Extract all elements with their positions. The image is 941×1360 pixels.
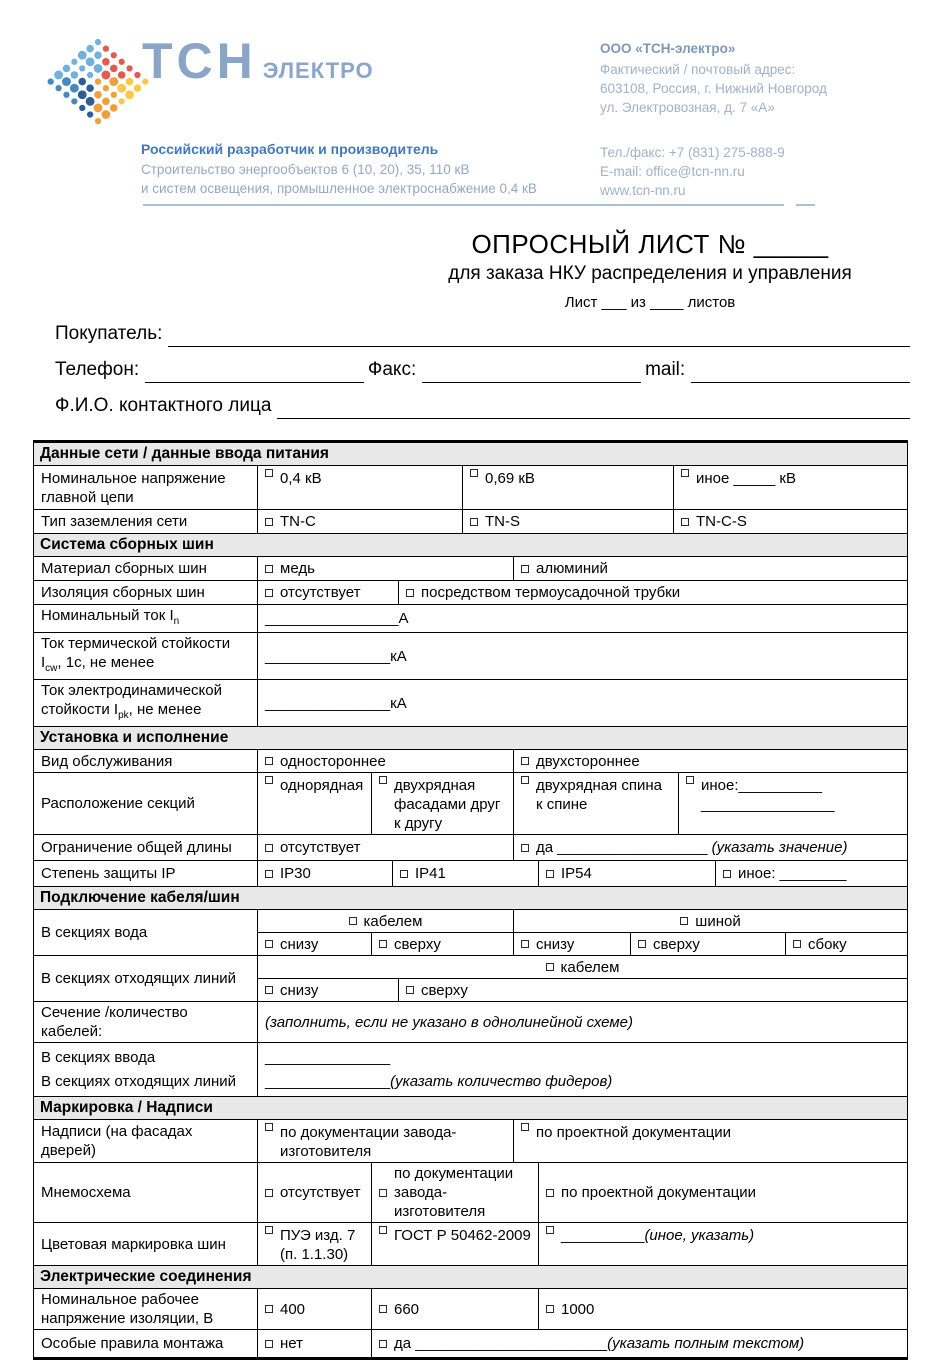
fill-in-value: ________________А — [265, 610, 409, 627]
checkbox-icon[interactable] — [265, 986, 273, 994]
checkbox-icon[interactable] — [265, 1123, 273, 1131]
row-label-cell: Ток электродинамической стойкости $I_{pk}$, не менее — [34, 680, 258, 726]
tagline-line: Строительство энергообъектов 6 (10, 20), 35, 110 кВ — [141, 162, 470, 177]
row-label: Ограничение общей длины — [41, 839, 232, 856]
fill-in-value: _______________ — [265, 1049, 391, 1066]
option-cell — [539, 1163, 907, 1222]
header-divider — [143, 204, 784, 206]
checkbox-icon[interactable] — [521, 565, 529, 573]
option-cell — [674, 466, 907, 509]
row-label: Цветовая маркировка шин — [41, 1235, 226, 1253]
option-cell — [372, 1223, 539, 1265]
checkbox-icon[interactable] — [265, 565, 273, 573]
option-label: ГОСТ Р 50462-2009 — [394, 1227, 531, 1244]
row-label: Номинальное напряжение главной цепи — [41, 470, 226, 506]
option-label: кабелем — [363, 912, 423, 930]
option-cell — [258, 510, 463, 533]
option-cell — [514, 910, 907, 932]
option-cell — [539, 861, 716, 886]
row-label: Изоляция сборных шин — [41, 584, 205, 601]
option-label: сверху — [653, 935, 700, 953]
row-label-cell — [34, 466, 258, 509]
row-input-sections-connection — [34, 910, 907, 956]
checkbox-icon[interactable] — [406, 986, 414, 994]
sheet-counter: Лист ___ из ____ листов — [564, 294, 736, 311]
checkbox-icon[interactable] — [521, 1123, 529, 1131]
nested-options — [258, 956, 907, 1001]
contact-person-label: Ф.И.О. контактного лица — [55, 395, 272, 416]
section-header: Подключение кабеля/шин — [34, 887, 907, 910]
checkbox-icon[interactable] — [546, 1189, 554, 1197]
option-cell — [258, 956, 907, 978]
checkbox-icon[interactable] — [546, 1305, 554, 1313]
option-label: одностороннее — [280, 752, 386, 770]
row-label: В секциях вода — [41, 924, 148, 941]
checkbox-icon[interactable] — [521, 844, 529, 852]
contact-person-row — [55, 383, 910, 419]
row-label-cell — [34, 773, 258, 834]
row-label-cell — [34, 861, 258, 886]
row-label: Расположение секций — [41, 795, 195, 812]
row-outgoing-sections-connection — [34, 956, 907, 1002]
option-cell — [258, 861, 393, 886]
checkbox-icon[interactable] — [379, 1340, 387, 1348]
checkbox-icon[interactable] — [680, 917, 688, 925]
option-cell — [393, 861, 539, 886]
row-label-cell — [34, 1223, 258, 1265]
row-nominal-voltage — [34, 466, 907, 510]
checkbox-icon[interactable] — [521, 940, 529, 948]
option-label: шиной — [695, 912, 741, 930]
row-label: В секциях ввода — [41, 1049, 156, 1066]
row-special-mounting-rules — [34, 1330, 907, 1357]
page-title: ОПРОСНЫЙ ЛИСТ № _____ — [471, 229, 829, 259]
checkbox-icon[interactable] — [265, 940, 273, 948]
option-cell — [258, 1163, 372, 1222]
option-cell — [258, 557, 514, 580]
option-label: сверху — [394, 935, 441, 953]
row-label: Ток термической стойкости I — [41, 635, 231, 671]
company-name: ООО «ТСН-электро» — [600, 41, 736, 56]
row-label-cell — [34, 581, 258, 604]
option-cell — [514, 750, 907, 772]
row-label-cell — [34, 835, 258, 860]
checkbox-icon[interactable] — [470, 469, 478, 477]
company-contact-block — [600, 143, 785, 200]
row-label-cell — [34, 1163, 258, 1222]
option-label: снизу — [280, 981, 319, 999]
nested-row — [258, 933, 907, 955]
row-label: Номинальное рабочее напряжение изоляции, В — [41, 1291, 214, 1327]
nested-row — [258, 956, 907, 979]
option-label: IP41 — [415, 865, 446, 882]
order-form-table — [33, 440, 908, 1360]
buyer-label: Покупатель: — [55, 323, 163, 344]
option-label: нет — [280, 1335, 303, 1352]
address-line: ул. Электровозная, д. 7 «А» — [600, 100, 775, 115]
value-cell[interactable] — [258, 680, 907, 726]
option-cell — [258, 1120, 514, 1162]
option-cell — [539, 1289, 907, 1329]
option-label: да _______________________ — [394, 1335, 608, 1352]
row-label: В секциях отходящих линий — [41, 970, 236, 987]
row-label-cell: Номинальный ток $I_n$ — [34, 605, 258, 632]
option-label: отсутствует — [280, 584, 361, 601]
option-label: двухстороннее — [536, 752, 640, 770]
option-label: снизу — [280, 935, 319, 953]
contact-fields — [55, 311, 910, 419]
logo-sub-text: ЭЛЕКТРО — [262, 58, 374, 83]
option-cell: иное:__________ ________________ — [679, 773, 907, 834]
option-label: 1000 — [561, 1300, 595, 1318]
option-label: иное _____ кВ — [696, 470, 796, 487]
checkbox-icon[interactable] — [379, 1226, 387, 1234]
row-label: Материал сборных шин — [41, 560, 207, 577]
company-address-block — [600, 39, 827, 117]
checkbox-icon[interactable] — [265, 757, 273, 765]
row-label-cell — [34, 910, 258, 955]
option-cell — [258, 466, 463, 509]
option-label: TN-S — [485, 513, 520, 530]
tagline-title: Российский разработчик и производитель — [141, 141, 439, 157]
option-label: да __________________ — [536, 839, 712, 856]
value-cell[interactable]: _______________ _______________ (указать количество фидеров) — [258, 1043, 907, 1096]
row-label: В секциях отходящих линий — [41, 1073, 236, 1090]
nested-row — [258, 979, 907, 1001]
option-cell — [674, 510, 907, 533]
option-cell — [258, 979, 399, 1001]
address-line: Фактический / почтовый адрес: — [600, 62, 796, 77]
checkbox-icon[interactable] — [379, 1189, 387, 1197]
header-divider-dash — [796, 204, 815, 206]
fax-label: Факс: — [367, 359, 417, 380]
document-title-block — [420, 229, 880, 311]
checkbox-icon[interactable] — [265, 1226, 273, 1234]
buyer-row — [55, 311, 910, 347]
option-cell — [631, 933, 786, 955]
row-label-cell — [34, 1289, 258, 1329]
section-header: Электрические соединения — [34, 1266, 907, 1289]
contact-person-field[interactable] — [277, 395, 910, 419]
option-label: двухрядная спина к спине — [536, 777, 662, 813]
option-cell — [258, 933, 372, 955]
option-cell — [258, 1223, 372, 1265]
value-cell[interactable] — [258, 633, 907, 679]
option-cell: да __________________ (указать значение) — [514, 835, 907, 860]
company-tagline — [141, 141, 571, 198]
option-label: отсутствует — [280, 839, 361, 856]
checkbox-icon[interactable] — [470, 518, 478, 526]
checkbox-icon[interactable] — [379, 1305, 387, 1313]
value-cell[interactable] — [258, 605, 907, 632]
logo-main-text: ТСН — [142, 33, 257, 89]
option-label: IP54 — [561, 865, 592, 882]
option-label: алюминий — [536, 560, 608, 577]
checkbox-icon[interactable] — [265, 1340, 273, 1348]
tagline-line: и систем освещения, промышленное электроснабжение 0,4 кВ — [141, 181, 537, 196]
checkbox-icon[interactable] — [265, 589, 273, 597]
contact-line: Тел./факс: +7 (831) 275-888-9 — [600, 145, 785, 160]
checkbox-icon[interactable] — [265, 1305, 273, 1313]
row-door-labels — [34, 1120, 907, 1163]
checkbox-icon[interactable] — [638, 940, 646, 948]
row-length-limit — [34, 835, 907, 861]
row-cable-cross-section — [34, 1002, 907, 1043]
option-label: ПУЭ изд. 7 (п. 1.1.30) — [280, 1227, 356, 1263]
row-dynamic-current — [34, 680, 907, 727]
contact-line: E-mail: office@tcn-nn.ru — [600, 164, 745, 179]
phone-field[interactable] — [145, 359, 364, 383]
fax-field[interactable] — [422, 359, 641, 383]
option-cell — [258, 1330, 372, 1357]
option-cell — [786, 933, 907, 955]
checkbox-icon[interactable] — [521, 757, 529, 765]
tsn-logo-icon — [44, 28, 152, 136]
tsn-logo-wordmark — [142, 33, 374, 89]
option-cell — [716, 861, 907, 886]
row-busbar-material — [34, 557, 907, 581]
fill-in-value: _______________ — [265, 1073, 391, 1090]
nested-row — [258, 910, 907, 933]
option-cell — [258, 835, 514, 860]
row-service-type — [34, 750, 907, 773]
fill-in-value: _______________кА — [265, 647, 407, 665]
option-cell — [258, 750, 514, 772]
buyer-field[interactable] — [168, 323, 910, 347]
option-cell — [258, 773, 372, 834]
checkbox-icon[interactable] — [265, 776, 273, 784]
option-label: 660 — [394, 1300, 420, 1318]
fill-in-value: _______________кА — [265, 694, 407, 712]
row-label: Степень защиты IP — [41, 865, 176, 882]
row-label-cell — [34, 1330, 258, 1357]
row-label: Номинальный ток I — [41, 607, 174, 624]
row-label: Тип заземления сети — [41, 513, 188, 530]
option-cell — [258, 910, 514, 932]
option-label: __________ — [561, 1227, 645, 1244]
checkbox-icon[interactable] — [400, 870, 408, 878]
checkbox-icon[interactable] — [406, 589, 414, 597]
option-label: по проектной документации — [536, 1124, 732, 1141]
row-label: Мнемосхема — [41, 1184, 131, 1201]
phone-label: Телефон: — [55, 359, 140, 380]
option-cell — [399, 979, 907, 1001]
option-label: по документации завода-изготовителя — [394, 1165, 514, 1220]
row-label-cell — [34, 956, 258, 1001]
checkbox-icon[interactable] — [265, 518, 273, 526]
option-cell — [372, 1289, 539, 1329]
row-label-cell — [34, 557, 258, 580]
checkbox-icon[interactable] — [686, 776, 694, 784]
phone-fax-mail-row — [55, 347, 910, 383]
row-label: Надписи (на фасадах дверей) — [41, 1123, 193, 1159]
checkbox-icon[interactable] — [723, 870, 731, 878]
row-nominal-current — [34, 605, 907, 633]
option-cell — [463, 466, 674, 509]
checkbox-icon[interactable] — [379, 776, 387, 784]
row-ip-rating — [34, 861, 907, 887]
mail-field[interactable] — [691, 359, 910, 383]
row-busbar-color-marking — [34, 1223, 907, 1266]
option-cell: да _______________________(указать полным текстом) — [372, 1330, 907, 1357]
checkbox-icon[interactable] — [265, 1189, 273, 1197]
section-header: Система сборных шин — [34, 534, 907, 557]
option-label: посредством термоусадочной трубки — [421, 584, 681, 601]
row-label-cell — [34, 750, 258, 772]
checkbox-icon[interactable] — [546, 963, 554, 971]
option-label: сверху — [421, 981, 468, 999]
checkbox-icon[interactable] — [681, 518, 689, 526]
option-label: TN-C-S — [696, 513, 747, 530]
address-line: 603108, Россия, г. Нижний Новгород — [600, 81, 827, 96]
checkbox-icon[interactable] — [265, 469, 273, 477]
page-subtitle: для заказа НКУ распределения и управления — [448, 263, 852, 284]
option-label: кабелем — [560, 958, 620, 976]
checkbox-icon[interactable] — [379, 940, 387, 948]
option-label: сбоку — [808, 935, 847, 953]
option-label: IP30 — [280, 865, 311, 882]
option-cell — [514, 773, 679, 834]
option-cell — [372, 933, 514, 955]
section-header: Данные сети / данные ввода питания — [34, 443, 907, 466]
row-thermal-current — [34, 633, 907, 680]
row-label-cell — [34, 1043, 258, 1096]
section-header: Маркировка / Надписи — [34, 1097, 907, 1120]
option-label: 400 — [280, 1300, 306, 1318]
option-cell — [514, 933, 631, 955]
option-cell — [258, 581, 399, 604]
option-label: медь — [280, 560, 315, 577]
option-label: по документации завода-изготовителя — [280, 1124, 457, 1160]
option-label: иное: ________ — [738, 865, 847, 882]
option-cell — [514, 557, 907, 580]
row-label-cell — [34, 1120, 258, 1162]
checkbox-icon[interactable] — [793, 940, 801, 948]
option-label: 0,69 кВ — [485, 470, 535, 487]
checkbox-icon[interactable] — [265, 870, 273, 878]
row-cable-counts — [34, 1043, 907, 1097]
row-label: Ток электродинамической стойкости I — [41, 682, 222, 718]
option-label: двухрядная фасадами друг к другу — [394, 777, 501, 832]
row-label-cell — [34, 1002, 258, 1042]
row-label: Сечение /количество кабелей: — [41, 1004, 188, 1040]
option-label: 0,4 кВ — [280, 470, 322, 487]
checkbox-icon[interactable] — [546, 870, 554, 878]
mail-label: mail: — [645, 359, 686, 380]
checkbox-icon[interactable] — [521, 776, 529, 784]
option-label: TN-C — [280, 513, 316, 530]
checkbox-icon[interactable] — [681, 469, 689, 477]
row-label: Особые правила монтажа — [41, 1335, 224, 1352]
checkbox-icon[interactable] — [349, 917, 357, 925]
contact-line: www.tcn-nn.ru — [600, 183, 686, 198]
value-cell — [258, 1002, 907, 1042]
option-cell — [399, 581, 907, 604]
checkbox-icon[interactable] — [546, 1226, 554, 1234]
option-cell — [514, 1120, 907, 1162]
row-earthing-type — [34, 510, 907, 534]
row-label-cell: Ток термической стойкости $I_{cw}$, 1с, не менее — [34, 633, 258, 679]
option-label: отсутствует — [280, 1184, 361, 1201]
option-label: иное:__________ — [701, 777, 822, 794]
checkbox-icon[interactable] — [265, 844, 273, 852]
row-busbar-insulation — [34, 581, 907, 605]
option-label: однорядная — [280, 777, 364, 794]
row-section-arrangement — [34, 773, 907, 835]
option-cell — [372, 1163, 539, 1222]
section-header: Установка и исполнение — [34, 727, 907, 750]
option-cell — [463, 510, 674, 533]
option-label: снизу — [536, 935, 575, 953]
row-label: Вид обслуживания — [41, 752, 173, 770]
option-label: по проектной документации — [561, 1184, 757, 1201]
instruction-note: (заполнить, если не указано в однолинейной схеме) — [265, 1013, 633, 1031]
option-cell — [372, 773, 514, 834]
option-cell: __________(иное, указать) — [539, 1223, 907, 1265]
row-label-cell — [34, 510, 258, 533]
option-cell — [258, 1289, 372, 1329]
row-mimic-diagram — [34, 1163, 907, 1223]
nested-options — [258, 910, 907, 955]
row-insulation-voltage — [34, 1289, 907, 1330]
